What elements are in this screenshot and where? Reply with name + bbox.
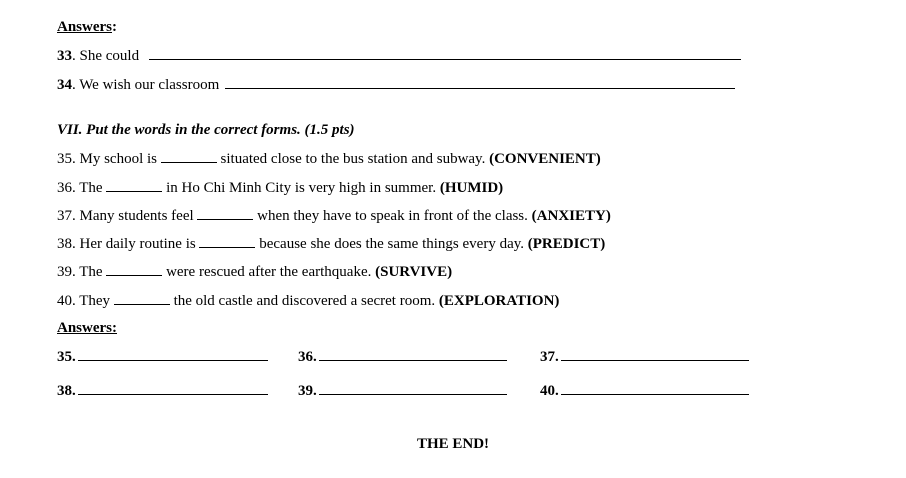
question-word: (PREDICT): [527, 236, 606, 252]
question-pre-text: The: [79, 264, 103, 280]
answer-label: 37.: [540, 349, 559, 365]
q33-text: . She could: [72, 48, 140, 64]
answers-heading-bottom: [57, 319, 117, 337]
question-post-text: in Ho Chi Minh City is very high in summer.: [166, 180, 437, 196]
answer-blank[interactable]: [78, 347, 268, 361]
question-post-text: the old castle and discovered a secret room.: [173, 293, 436, 309]
answer-slot-38: [57, 381, 268, 400]
question-word: (HUMID): [439, 180, 504, 196]
question-blank[interactable]: [106, 178, 162, 192]
question-post-text: because she does the same things every day.: [259, 236, 525, 252]
question-40: [57, 291, 559, 310]
answer-label: 38.: [57, 383, 76, 399]
question-blank[interactable]: [161, 149, 217, 163]
q34-number: 34: [57, 77, 72, 93]
answer-slot-36: [298, 347, 507, 366]
question-blank[interactable]: [199, 234, 255, 248]
question-post-text: situated close to the bus station and subway.: [220, 151, 486, 167]
question-pre-text: Her daily routine is: [79, 236, 196, 252]
answer-slot-35: [57, 347, 268, 366]
q34-blank[interactable]: [225, 75, 735, 89]
question-blank[interactable]: [106, 262, 162, 276]
question-number: 39.: [57, 264, 76, 280]
answer-slot-40: [540, 381, 749, 400]
question-post-text: were rescued after the earthquake.: [166, 264, 372, 280]
answer-blank[interactable]: [319, 381, 507, 395]
question-pre-text: They: [79, 293, 111, 309]
question-number: 38.: [57, 236, 76, 252]
question-word: (SURVIVE): [375, 264, 453, 280]
answer-blank[interactable]: [561, 381, 749, 395]
answer-label: 35.: [57, 349, 76, 365]
answer-slot-39: [298, 381, 507, 400]
answer-line-34: [57, 75, 735, 94]
answer-line-33: [57, 46, 741, 65]
answer-row-2: [57, 381, 757, 399]
question-word: (ANXIETY): [531, 208, 611, 224]
answers-colon: :: [112, 19, 117, 35]
answers-heading-top: [57, 18, 117, 36]
question-number: 35.: [57, 151, 76, 167]
the-end-text: THE END!: [416, 436, 490, 452]
question-number: 36.: [57, 180, 76, 196]
answer-label: 36.: [298, 349, 317, 365]
answer-slot-37: [540, 347, 749, 366]
question-blank[interactable]: [114, 291, 170, 305]
answers-label: Answers:: [57, 320, 117, 336]
question-39: [57, 262, 452, 281]
question-post-text: when they have to speak in front of the class.: [257, 208, 528, 224]
question-word: (EXPLORATION): [438, 293, 560, 309]
question-36: [57, 178, 503, 197]
q33-number: 33: [57, 48, 72, 64]
answer-row-1: [57, 347, 757, 365]
answer-blank[interactable]: [319, 347, 507, 361]
answer-label: 40.: [540, 383, 559, 399]
question-number: 40.: [57, 293, 76, 309]
answer-label: 39.: [298, 383, 317, 399]
question-pre-text: The: [79, 180, 103, 196]
question-pre-text: My school is: [79, 151, 158, 167]
answer-blank[interactable]: [561, 347, 749, 361]
section-7-title: [57, 121, 355, 139]
section-7-title-text: VII. Put the words in the correct forms. (1.5 pts): [57, 122, 355, 138]
question-35: [57, 149, 601, 168]
answers-label: Answers: [57, 19, 112, 35]
question-38: [57, 234, 605, 253]
question-word: (CONVENIENT): [489, 151, 601, 167]
question-37: [57, 206, 611, 225]
q33-blank[interactable]: [149, 46, 741, 60]
q34-text: . We wish our classroom: [72, 77, 220, 93]
question-blank[interactable]: [197, 206, 253, 220]
answer-blank[interactable]: [78, 381, 268, 395]
question-pre-text: Many students feel: [79, 208, 194, 224]
question-number: 37.: [57, 208, 76, 224]
